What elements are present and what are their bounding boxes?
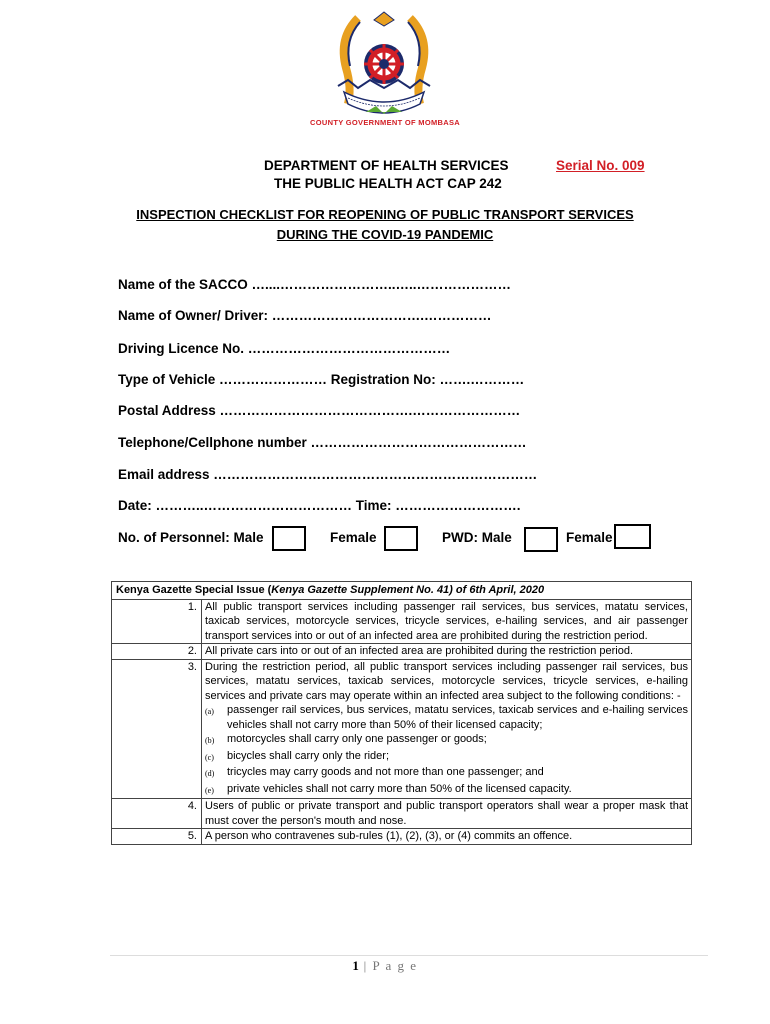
- condition-item: [205, 749, 688, 766]
- condition-letter: (d): [205, 769, 215, 778]
- rule-cell: [202, 659, 692, 799]
- act-title: THE PUBLIC HEALTH ACT CAP 242: [274, 176, 502, 191]
- checklist-title-line2: DURING THE COVID-19 PANDEMIC: [276, 227, 494, 242]
- county-coat-of-arms-logo: [318, 8, 450, 124]
- date-time-field[interactable]: Date: ………..…………………………… Time: ……………………….: [118, 498, 521, 513]
- page-footer: [0, 958, 770, 974]
- pwd-female-box[interactable]: [614, 524, 651, 549]
- condition-text: tricycles may carry goods and not more than one passenger; and: [227, 766, 544, 778]
- postal-address-field[interactable]: Postal Address …………………………………….……………………: [118, 403, 521, 418]
- owner-driver-field[interactable]: Name of Owner/ Driver: …………………………….……………: [118, 308, 492, 323]
- condition-text: private vehicles shall not carry more than 50% of the licensed capacity.: [227, 782, 572, 795]
- table-row: [112, 599, 692, 644]
- pwd-male-box[interactable]: [524, 527, 558, 552]
- personnel-male-box[interactable]: [272, 526, 306, 551]
- serial-number: Serial No. 009: [556, 158, 645, 173]
- table-row: [112, 799, 692, 829]
- condition-item: [205, 782, 688, 799]
- rule-text: A person who contravenes sub-rules (1), (2), (3), or (4) commits an offence.: [202, 829, 692, 845]
- page-label: P a g e: [372, 958, 418, 973]
- personnel-female-box[interactable]: [384, 526, 418, 551]
- condition-item: [205, 765, 688, 782]
- rule-number: 2.: [112, 644, 202, 660]
- telephone-field[interactable]: Telephone/Cellphone number …………………………………………: [118, 435, 527, 450]
- gazette-rules-table: [111, 581, 692, 845]
- rule-number: 5.: [112, 829, 202, 845]
- condition-letter: (a): [205, 707, 214, 716]
- department-title: DEPARTMENT OF HEALTH SERVICES: [264, 158, 509, 173]
- page-separator: |: [358, 958, 373, 973]
- rule-number: 1.: [112, 599, 202, 644]
- condition-item: [205, 732, 688, 749]
- rule-number: 4.: [112, 799, 202, 829]
- checklist-title-line1: INSPECTION CHECKLIST FOR REOPENING OF PUBLIC TRANSPORT SERVICES: [136, 207, 634, 222]
- rule-text: Users of public or private transport and public transport operators shall wear a proper mask that must cover the person's mouth and nose.: [202, 799, 692, 829]
- condition-text: motorcycles shall carry only one passenger or goods;: [227, 733, 487, 745]
- condition-letter: (c): [205, 752, 214, 762]
- condition-letter: (b): [205, 736, 215, 745]
- personnel-female-label: Female: [330, 530, 377, 545]
- rule-text: All public transport services including passenger rail services, bus services, matatu services, taxicab services, motorcycle services, tricycle services, e-hailing services, and air passenger transport services into or out of an infected area are prohibited during the restriction period.: [202, 599, 692, 644]
- personnel-male-label: No. of Personnel: Male: [118, 530, 264, 545]
- email-field[interactable]: Email address ………………………………………………………………: [118, 467, 538, 482]
- condition-text: bicycles shall carry only the rider;: [227, 749, 390, 762]
- vehicle-registration-field[interactable]: Type of Vehicle …………………… Registration No: …….…………: [118, 372, 525, 387]
- condition-text: passenger rail services, bus services, matatu services, taxicab services and e-hailing services vehicles shall not carry more than 50% of their licensed capacity;: [227, 704, 688, 731]
- gazette-heading: Kenya Gazette Special Issue (Kenya Gazette Supplement No. 41) of 6th April, 2020: [112, 582, 692, 600]
- pwd-male-label: PWD: Male: [442, 530, 512, 545]
- table-row: [112, 659, 692, 799]
- rule-text: During the restriction period, all public transport services including passenger rail services, bus services, matatu services, taxicab services, motorcycle services, tricycle services, e-hailing services and private cars may operate within an infected area subject to the following conditions: -: [205, 660, 688, 702]
- pwd-female-label: Female: [566, 530, 613, 545]
- sacco-name-field[interactable]: Name of the SACCO …....……………………..…..…………………: [118, 277, 512, 292]
- table-row: [112, 829, 692, 845]
- condition-letter: (e): [205, 785, 214, 795]
- condition-item: [205, 703, 688, 732]
- page-number: 1: [352, 958, 359, 973]
- county-name: COUNTY GOVERNMENT OF MOMBASA: [310, 118, 460, 127]
- rule-text: All private cars into or out of an infected area are prohibited during the restriction period.: [202, 644, 692, 660]
- rule-number: 3.: [112, 659, 202, 799]
- driving-licence-field[interactable]: Driving Licence No. ………………………………………: [118, 341, 451, 356]
- footer-divider: [110, 955, 708, 956]
- table-row: [112, 644, 692, 660]
